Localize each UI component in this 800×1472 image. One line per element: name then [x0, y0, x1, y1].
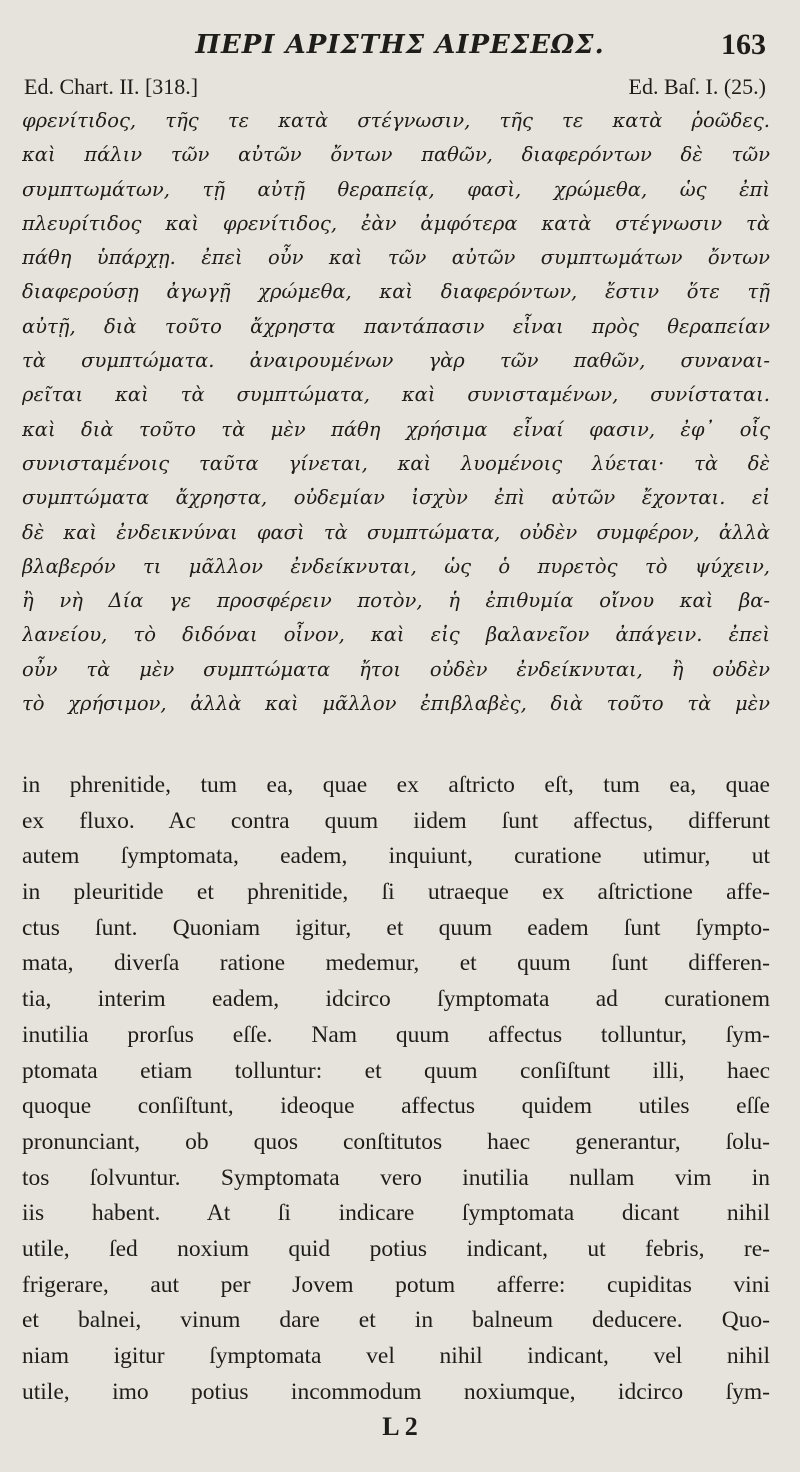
latin-text-line: autem ſymptomata, eadem, inquiunt, curatione utimur, ut [22, 843, 770, 870]
edition-reference-basel: Ed. Baſ. I. (25.) [628, 74, 766, 99]
greek-text-line: πλευρίτιδος καὶ φρενίτιδος, ἐὰν ἀμφότερα κατὰ στέγνωσιν τὰ [22, 211, 770, 235]
greek-text-line: καὶ πάλιν τῶν αὐτῶν ὄντων παθῶν, διαφερόντων δὲ τῶν [22, 143, 770, 167]
page-number: 163 [721, 28, 766, 61]
latin-text-line: mata, diverſa ratione medemur, et quum ſunt differen- [22, 950, 770, 977]
greek-text-line: συμπτωμάτων, τῇ αὐτῇ θεραπείᾳ, φασὶ, χρώμεθα, ὡς ἐπὶ [22, 177, 770, 201]
latin-text-line: pronunciant, ob quos conſtitutos haec generantur, ſolu- [22, 1128, 770, 1155]
latin-text-line: iis habent. At ſi indicare ſymptomata dicant nihil [22, 1200, 770, 1227]
latin-text-line: ex fluxo. Ac contra quum iidem ſunt affectus, differunt [22, 807, 770, 834]
greek-text-line: αὐτῇ, διὰ τοῦτο ἄχρηστα παντάπασιν εἶναι πρὸς θεραπείαν [22, 314, 770, 338]
latin-text-line: quoque conſiſtunt, ideoque affectus quidem utiles eſſe [22, 1093, 770, 1120]
latin-text-line: tia, interim eadem, idcirco ſymptomata ad curationem [22, 986, 770, 1013]
greek-text-line: ρεῖται καὶ τὰ συμπτώματα, καὶ συνισταμένων, συνίσταται. [22, 383, 770, 407]
greek-text-line: λανείου, τὸ διδόναι οἶνον, καὶ εἰς βαλανεῖον ἀπάγειν. ἐπεὶ [22, 623, 770, 647]
greek-text-line: οὖν τὰ μὲν συμπτώματα ἤτοι οὐδὲν ἐνδείκνυται, ἢ οὐδὲν [22, 657, 770, 681]
latin-text-line: ctus ſunt. Quoniam igitur, et quum eadem ſunt ſympto- [22, 914, 770, 941]
greek-text-block [22, 104, 770, 721]
latin-text-line: utile, ſed noxium quid potius indicant, ut febris, re- [22, 1235, 770, 1262]
latin-text-line: tos ſolvuntur. Symptomata vero inutilia nullam vim in [22, 1164, 770, 1191]
greek-text-line: τὸ χρήσιμον, ἀλλὰ καὶ μᾶλλον ἐπιβλαβὲς, διὰ τοῦτο τὰ μὲν [22, 692, 770, 716]
latin-text-line: et balnei, vinum dare et in balneum deducere. Quo- [22, 1307, 770, 1334]
latin-text-line: frigerare, aut per Jovem potum afferre: cupiditas vini [22, 1271, 770, 1298]
greek-text-line: διαφερούσῃ ἀγωγῇ χρώμεθα, καὶ διαφερόντων, ἔστιν ὅτε τῇ [22, 280, 770, 304]
greek-text-line: βλαβερόν τι μᾶλλον ἐνδείκνυται, ὡς ὁ πυρετὸς τὸ ψύχειν, [22, 554, 770, 578]
greek-text-line: φρενίτιδος, τῆς τε κατὰ στέγνωσιν, τῆς τε κατὰ ῥοῶδες. [22, 109, 770, 132]
greek-text-line: συνισταμένοις ταῦτα γίνεται, καὶ λυομένοις λύεται· τὰ δὲ [22, 451, 770, 475]
latin-text-line: in pleuritide et phrenitide, ſi utraeque ex aſtrictione affe- [22, 879, 770, 906]
latin-text-line: niam igitur ſymptomata vel nihil indicant, vel nihil [22, 1343, 770, 1369]
running-title: ΠΕΡΙ ΑΡΙΣΤΗΣ ΑΙΡΕΣΕΩΣ. [195, 30, 605, 60]
greek-text-line: ἢ νὴ Δία γε προσφέρειν ποτὸν, ἡ ἐπιθυμία οἴνου καὶ βα- [22, 589, 770, 613]
greek-text-line: τὰ συμπτώματα. ἀναιρουμένων γὰρ τῶν παθῶν, συναναι- [22, 349, 770, 373]
latin-text-line: inutilia prorſus eſſe. Nam quum affectus tolluntur, ſym- [22, 1021, 770, 1048]
latin-text-block [22, 768, 770, 1410]
latin-text-line: utile, imo potius incommodum noxiumque, idcirco ſym- [22, 1378, 770, 1405]
edition-reference-line [24, 74, 766, 106]
greek-text-line: καὶ διὰ τοῦτο τὰ μὲν πάθη χρήσιμα εἶναί φασιν, ἐφ᾽ οἷς [22, 417, 770, 441]
latin-text-line: ptomata etiam tolluntur: et quum conſiſtunt illi, haec [22, 1057, 770, 1084]
greek-text-line: πάθη ὑπάρχῃ. ἐπεὶ οὖν καὶ τῶν αὐτῶν συμπτωμάτων ὄντων [22, 246, 770, 270]
latin-text-line: in phrenitide, tum ea, quae ex aſtricto eſt, tum ea, quae [22, 772, 770, 798]
edition-reference-chartier: Ed. Chart. II. [318.] [24, 74, 199, 99]
greek-text-line: δὲ καὶ ἐνδεικνύναι φασὶ τὰ συμπτώματα, οὐδὲν συμφέρον, ἀλλὰ [22, 520, 770, 544]
greek-text-line: συμπτώματα ἄχρηστα, οὐδεμίαν ἰσχὺν ἐπὶ αὐτῶν ἔχονται. εἰ [22, 486, 770, 510]
signature-mark: L 2 [382, 1412, 418, 1441]
